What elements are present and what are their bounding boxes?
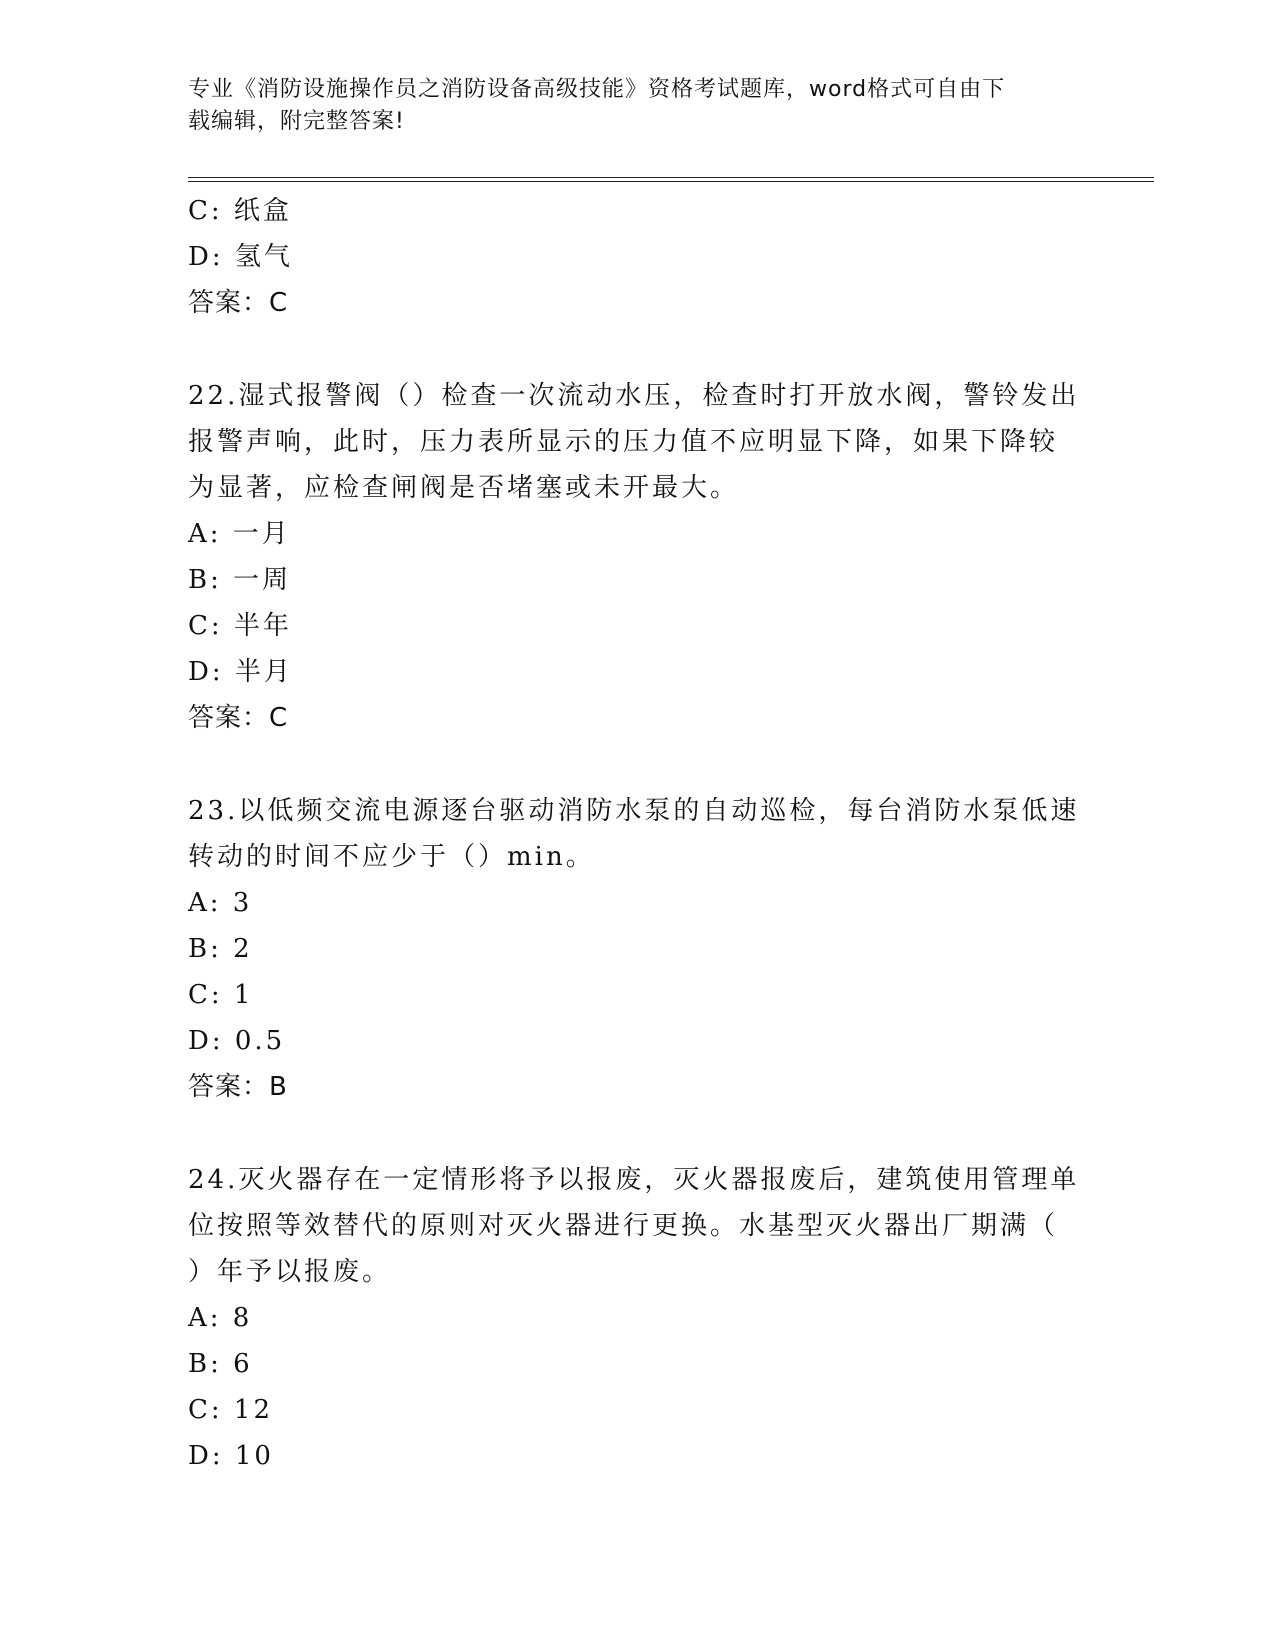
question-text-line: ）年予以报废。 bbox=[188, 1257, 392, 1287]
question-23 bbox=[188, 788, 1088, 1110]
answer-line: 答案：B bbox=[188, 1072, 288, 1102]
option-d: D: 0.5 bbox=[188, 1026, 286, 1056]
question-text-line: 位按照等效替代的原则对灭火器进行更换。水基型灭火器出厂期满（ bbox=[188, 1211, 1059, 1241]
option-a: A: 一月 bbox=[188, 519, 291, 549]
option-d: D: 半月 bbox=[188, 657, 293, 687]
header-line-2: 载编辑，附完整答案! bbox=[188, 109, 405, 134]
spacer bbox=[188, 326, 1088, 373]
answer-line: 答案：C bbox=[188, 288, 289, 318]
question-22 bbox=[188, 373, 1088, 741]
option-c: C: 12 bbox=[188, 1395, 274, 1425]
spacer bbox=[188, 1110, 1088, 1157]
option-b: B: 一周 bbox=[188, 565, 292, 595]
question-text-line: 转动的时间不应少于（）min。 bbox=[188, 842, 595, 872]
question-text-line: 报警声响，此时，压力表所显示的压力值不应明显下降，如果下降较 bbox=[188, 427, 1059, 457]
previous-question-tail bbox=[188, 188, 1088, 326]
question-text-line: 23.以低频交流电源逐台驱动消防水泵的自动巡检，每台消防水泵低速 bbox=[188, 796, 1080, 826]
page-header bbox=[188, 74, 1088, 138]
option-a: A: 3 bbox=[188, 888, 253, 918]
option-d: D: 氢气 bbox=[188, 242, 293, 272]
option-a: A: 8 bbox=[188, 1303, 253, 1333]
question-text-line: 为显著，应检查闸阀是否堵塞或未开最大。 bbox=[188, 473, 740, 503]
header-divider-top bbox=[188, 177, 1154, 178]
option-c: C: 半年 bbox=[188, 611, 292, 641]
header-divider-bottom bbox=[188, 181, 1154, 182]
option-b: B: 6 bbox=[188, 1349, 253, 1379]
option-c: C: 1 bbox=[188, 980, 254, 1010]
answer-line: 答案：C bbox=[188, 703, 289, 733]
header-line-1: 专业《消防设施操作员之消防设备高级技能》资格考试题库，word格式可自由下 bbox=[188, 77, 1006, 102]
option-d: D: 10 bbox=[188, 1441, 274, 1471]
option-c: C: 纸盒 bbox=[188, 196, 292, 226]
option-b: B: 2 bbox=[188, 934, 253, 964]
question-text-line: 22.湿式报警阀（）检查一次流动水压，检查时打开放水阀，警铃发出 bbox=[188, 381, 1080, 411]
question-text-line: 24.灭火器存在一定情形将予以报废，灭火器报废后，建筑使用管理单 bbox=[188, 1165, 1080, 1195]
question-24 bbox=[188, 1157, 1088, 1479]
question-list bbox=[188, 188, 1088, 1479]
spacer bbox=[188, 741, 1088, 788]
